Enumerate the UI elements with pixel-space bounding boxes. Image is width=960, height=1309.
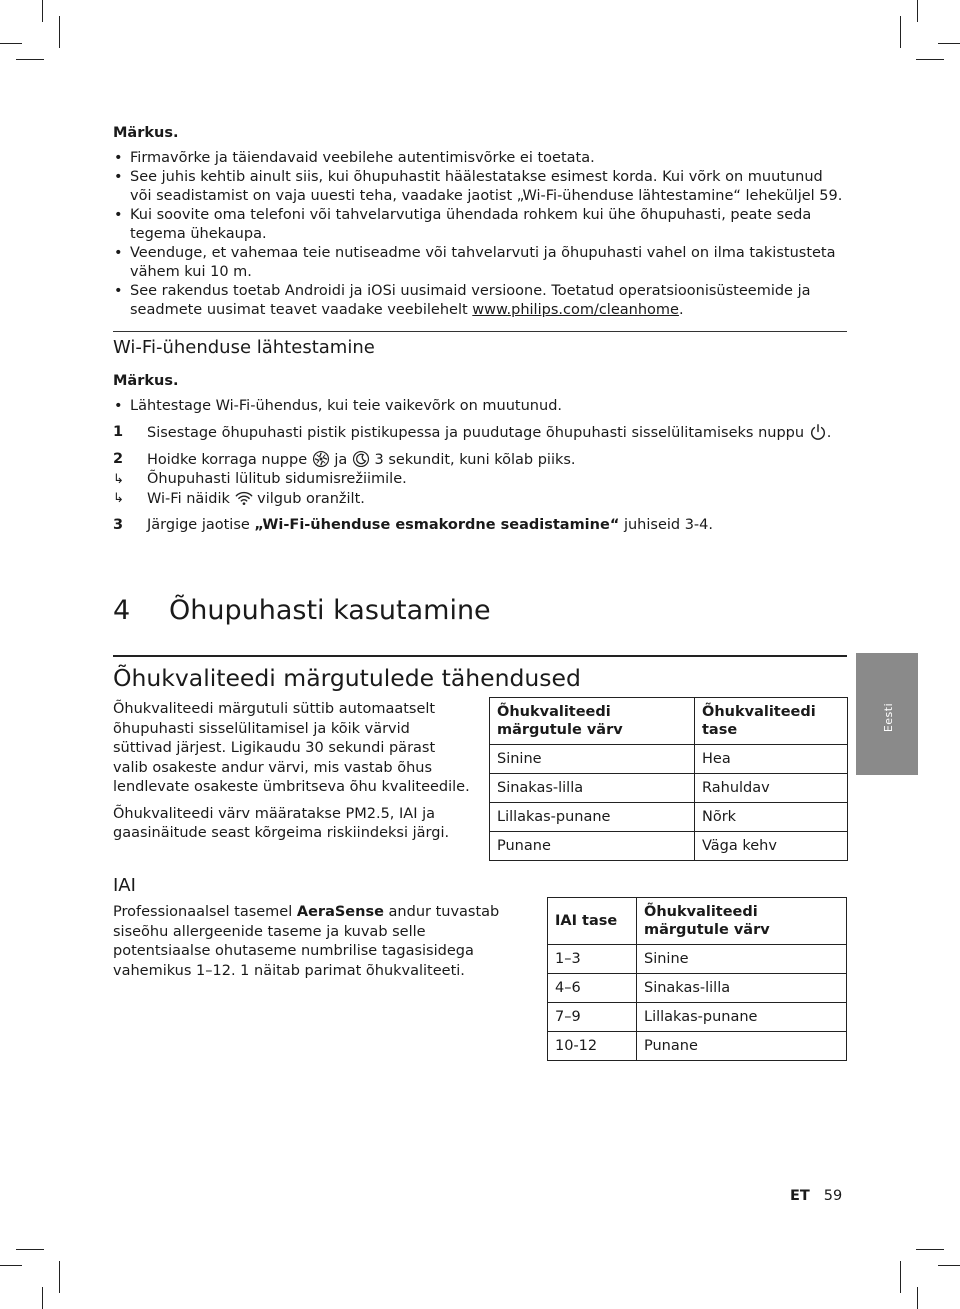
crop-mark: [938, 43, 960, 44]
crop-mark: [0, 43, 22, 44]
crop-mark: [917, 0, 918, 22]
paragraph: [113, 903, 523, 981]
result-2: [113, 489, 847, 509]
table-header: Õhukvaliteedi märgutule värv: [490, 698, 695, 745]
note-item: • See juhis kehtib ainult siis, kui õhupuhastit häälestatakse esimest korda. Kui võrk on muutunud või seadistamist on vaja uuesti teha, vaadake jaotist „Wi-Fi-ühenduse lähtestamine“ leheküljel 59.: [113, 168, 847, 206]
table-cell: 1–3: [548, 945, 637, 974]
section-title: Õhukvaliteedi märgutulede tähendused: [113, 655, 847, 693]
paragraph: Õhukvaliteedi värv määratakse PM2.5, IAI ja gaasinäitude seast kõrgeima riskiindeksi järgi.: [113, 805, 450, 841]
note-item: • Firmavõrke ja täiendavaid veebilehe autentimisvõrke ei toetata.: [113, 149, 847, 168]
side-tab-label: Eesti: [882, 702, 896, 733]
step-number: 3: [113, 517, 124, 533]
crop-mark: [42, 1287, 43, 1309]
note-item: • Veenduge, et vahemaa teie nutiseadme või tahvelarvuti ja õhupuhasti vahel on ilma takistusteta vähem kui 10 m.: [113, 244, 847, 282]
note-item: • Lähtestage Wi-Fi-ühendus, kui teie vaikevõrk on muutunud.: [113, 397, 847, 416]
step-2: [113, 450, 847, 470]
chapter-title-text: Õhupuhasti kasutamine: [169, 595, 491, 626]
step-text: Sisestage õhupuhasti pistik pistikupessa ja puudutage õhupuhasti sisselülitamiseks nuppu: [147, 425, 809, 441]
table-row: [490, 745, 848, 774]
table-row: [548, 1032, 847, 1061]
wifi-reset-heading: Wi-Fi-ühenduse lähtestamine: [113, 337, 375, 358]
iai-description: [113, 903, 523, 988]
note-item: • Kui soovite oma telefoni või tahvelarvutiga ühendada rohkem kui ühe õhupuhasti, peate seda tegema ühekaupa.: [113, 206, 847, 244]
crop-mark: [917, 1287, 918, 1309]
note-list: [113, 149, 847, 320]
table-cell: Sinine: [637, 945, 847, 974]
crop-mark: [900, 1261, 901, 1293]
result-1: [113, 470, 847, 489]
chapter-number: 4: [113, 595, 131, 626]
step-text: juhiseid 3-4.: [619, 517, 713, 533]
table-cell: Sinine: [490, 745, 695, 774]
result-arrow-icon: ↳: [113, 472, 124, 487]
table-cell: Nõrk: [695, 803, 848, 832]
paragraph: Õhukvaliteedi märgutuli süttib automaatselt õhupuhasti sisselülitamisel ja kõik värvid süttivad järjest. Ligikaudu 30 sekundi pärast valib osakeste andur värvi, mis vastab õhus lendlevate osakeste ümbritseva õhu kvaliteedile.: [113, 701, 470, 795]
iai-text: andur tuvastab siseõhu allergeenide taseme ja kuvab selle potentsiaalse ohutaseme numbrilise tagasisidega vahemikus 1–12. 1 näitab parimat õhukvaliteeti.: [113, 904, 500, 979]
result-text: vilgub oranžilt.: [252, 491, 365, 507]
table-cell: Lillakas-punane: [637, 1003, 847, 1032]
step-text: 3 sekundit, kuni kõlab piiks.: [369, 452, 576, 468]
sleep-mode-icon: [352, 450, 370, 468]
top-content: [113, 124, 847, 535]
crop-mark: [916, 1249, 944, 1250]
table-row: [490, 774, 848, 803]
page-number: 59: [823, 1188, 843, 1204]
table-cell: Punane: [637, 1032, 847, 1061]
note-list: [113, 397, 847, 416]
table-cell: 7–9: [548, 1003, 637, 1032]
table-row: [490, 803, 848, 832]
table-cell: Väga kehv: [695, 832, 848, 861]
table-cell: Lillakas-punane: [490, 803, 695, 832]
table-cell: Hea: [695, 745, 848, 774]
note-item-text: See rakendus toetab Androidi ja iOSi uusimaid versioone. Toetatud operatsioonisüsteemide ja seadmete uusimat teavet vaadake veebilehelt: [130, 283, 811, 318]
iai-heading: IAI: [113, 875, 136, 896]
step-1: [113, 423, 847, 443]
language-side-tab: [856, 653, 918, 775]
footer-language: ET: [790, 1188, 810, 1204]
step-number: 2: [113, 451, 124, 467]
crop-mark: [900, 16, 901, 48]
table-row: [548, 1003, 847, 1032]
crop-mark: [0, 1265, 22, 1266]
step-text-end: .: [826, 425, 832, 441]
air-quality-table: [489, 697, 848, 861]
crop-mark: [938, 1265, 960, 1266]
table-header: IAI tase: [548, 898, 637, 945]
table-cell: 4–6: [548, 974, 637, 1003]
crop-mark: [16, 59, 44, 60]
table-header-row: [548, 898, 847, 945]
note-title: Märkus.: [113, 373, 179, 389]
section-divider: [113, 331, 847, 332]
wifi-icon: [235, 489, 253, 507]
note-item-end: .: [678, 302, 684, 318]
air-quality-description: [113, 700, 473, 851]
crop-mark: [59, 16, 60, 48]
page-footer: [790, 1188, 842, 1204]
table-cell: Rahuldav: [695, 774, 848, 803]
chapter-title: [113, 594, 491, 628]
note-title: Märkus.: [113, 125, 179, 141]
iai-text: Professionaalsel tasemel: [113, 904, 297, 920]
step-text-bold: „Wi-Fi-ühenduse esmakordne seadistamine“: [254, 517, 620, 533]
table-header: Õhukvaliteedi tase: [695, 698, 848, 745]
crop-mark: [16, 1249, 44, 1250]
table-cell: Punane: [490, 832, 695, 861]
result-text: Wi-Fi näidik: [147, 491, 235, 507]
table-row: [548, 945, 847, 974]
table-row: [490, 832, 848, 861]
table-header: Õhukvaliteedi märgutule värv: [637, 898, 847, 945]
table-cell: 10-12: [548, 1032, 637, 1061]
table-header-row: [490, 698, 848, 745]
power-icon: [809, 423, 827, 441]
step-text: Hoidke korraga nuppe: [147, 452, 312, 468]
step-text: Järgige jaotise: [147, 517, 255, 533]
result-arrow-icon: ↳: [113, 491, 124, 506]
crop-mark: [916, 59, 944, 60]
step-text: ja: [329, 452, 352, 468]
table-cell: Sinakas-lilla: [637, 974, 847, 1003]
step-3: [113, 516, 847, 535]
crop-mark: [42, 0, 43, 22]
aerasense-brand: AeraSense: [296, 904, 384, 920]
step-number: 1: [113, 424, 124, 440]
table-row: [548, 974, 847, 1003]
note-item: [113, 282, 847, 320]
table-cell: Sinakas-lilla: [490, 774, 695, 803]
cleanhome-link[interactable]: www.philips.com/cleanhome: [472, 302, 679, 318]
crop-mark: [59, 1261, 60, 1293]
result-text: Õhupuhasti lülitub sidumisrežiimile.: [147, 471, 407, 487]
iai-table: [547, 897, 847, 1061]
fan-mode-icon: [312, 450, 330, 468]
reset-steps: [113, 423, 847, 535]
